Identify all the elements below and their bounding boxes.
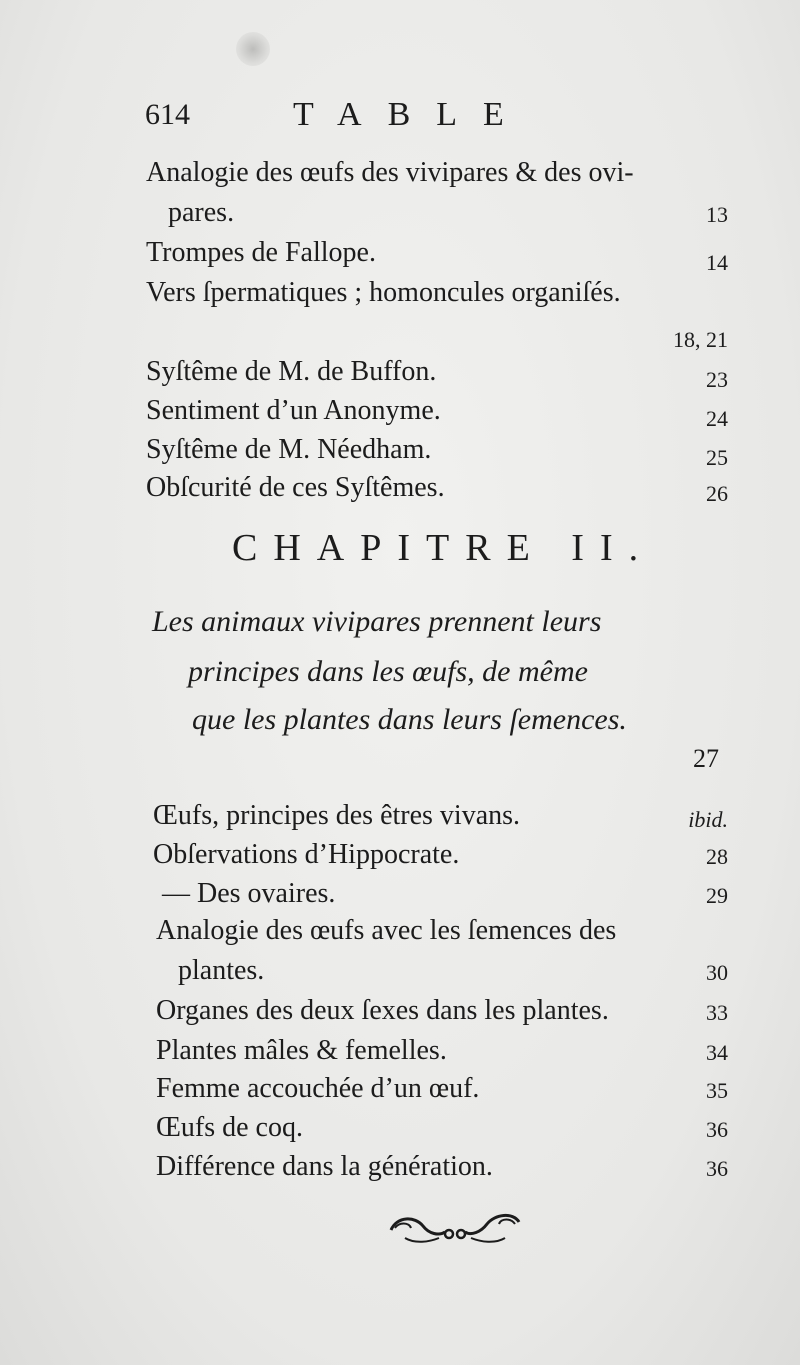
entry-page-number: 18, 21 [673,327,728,352]
entry-page-number: 29 [706,883,728,908]
chapter-summary-page: 27 [693,744,719,773]
chapter-summary-line: Les animaux vivipares prennent leurs [152,605,602,638]
entry-page-number: 33 [706,1000,728,1025]
entry-page-number: 36 [706,1156,728,1181]
entry-page-number: 24 [706,406,728,431]
chapter-summary-line: principes dans les œufs, de même [188,655,588,688]
book-page: 614 TABLE Analogie des œufs des vivipares & des ovi- pares. 13 Trompes de Fallope. 14 Vers ſpermatiques ; homoncules organiſés. 18, 21 Syſtême de M. de Buffon. 23 Sentiment d’un Anonyme. 24 Syſtême de M. Néedham. 25 Obſcurité de ces Syſtêmes. 26 CHAPITRE II. Les animaux vivipares prennent leurs principes dans les œufs, de même que les plantes dans leurs ſemences. 27 Œufs, principes des êtres vivans. ibid. Obſervations d’Hippocrate. 28 — Des ovaires. 29 Analogie des œufs avec les ſemences des plantes. 30 Organes des deux ſexes dans les plantes. 33 Plantes mâles & femelles. 34 Femme accouchée d’un œuf. 35 Œufs de coq. 36 Différence dans la génération. 36 [0,0,800,1365]
entry-page-number: ibid. [688,807,728,832]
running-title: TABLE [293,96,530,133]
decorative-ornament-icon [385,1208,525,1248]
entry-page-number: 34 [706,1040,728,1065]
entry-page-number: 35 [706,1078,728,1103]
entry-page-number: 14 [706,250,728,275]
entry-page-number: 30 [706,960,728,985]
page-header [145,96,745,140]
entry-page-number: 36 [706,1117,728,1142]
ink-smudge [236,32,270,66]
entry-page-number: 25 [706,445,728,470]
entry-page-number: 23 [706,367,728,392]
entry-page-number: 13 [706,202,728,227]
chapter-summary-line: que les plantes dans leurs ſemences. [192,703,627,736]
chapter-title: CHAPITRE II. [232,527,655,569]
entry-page-number: 26 [706,481,728,506]
entry-page-number: 28 [706,844,728,869]
page-number: 614 [145,98,190,131]
